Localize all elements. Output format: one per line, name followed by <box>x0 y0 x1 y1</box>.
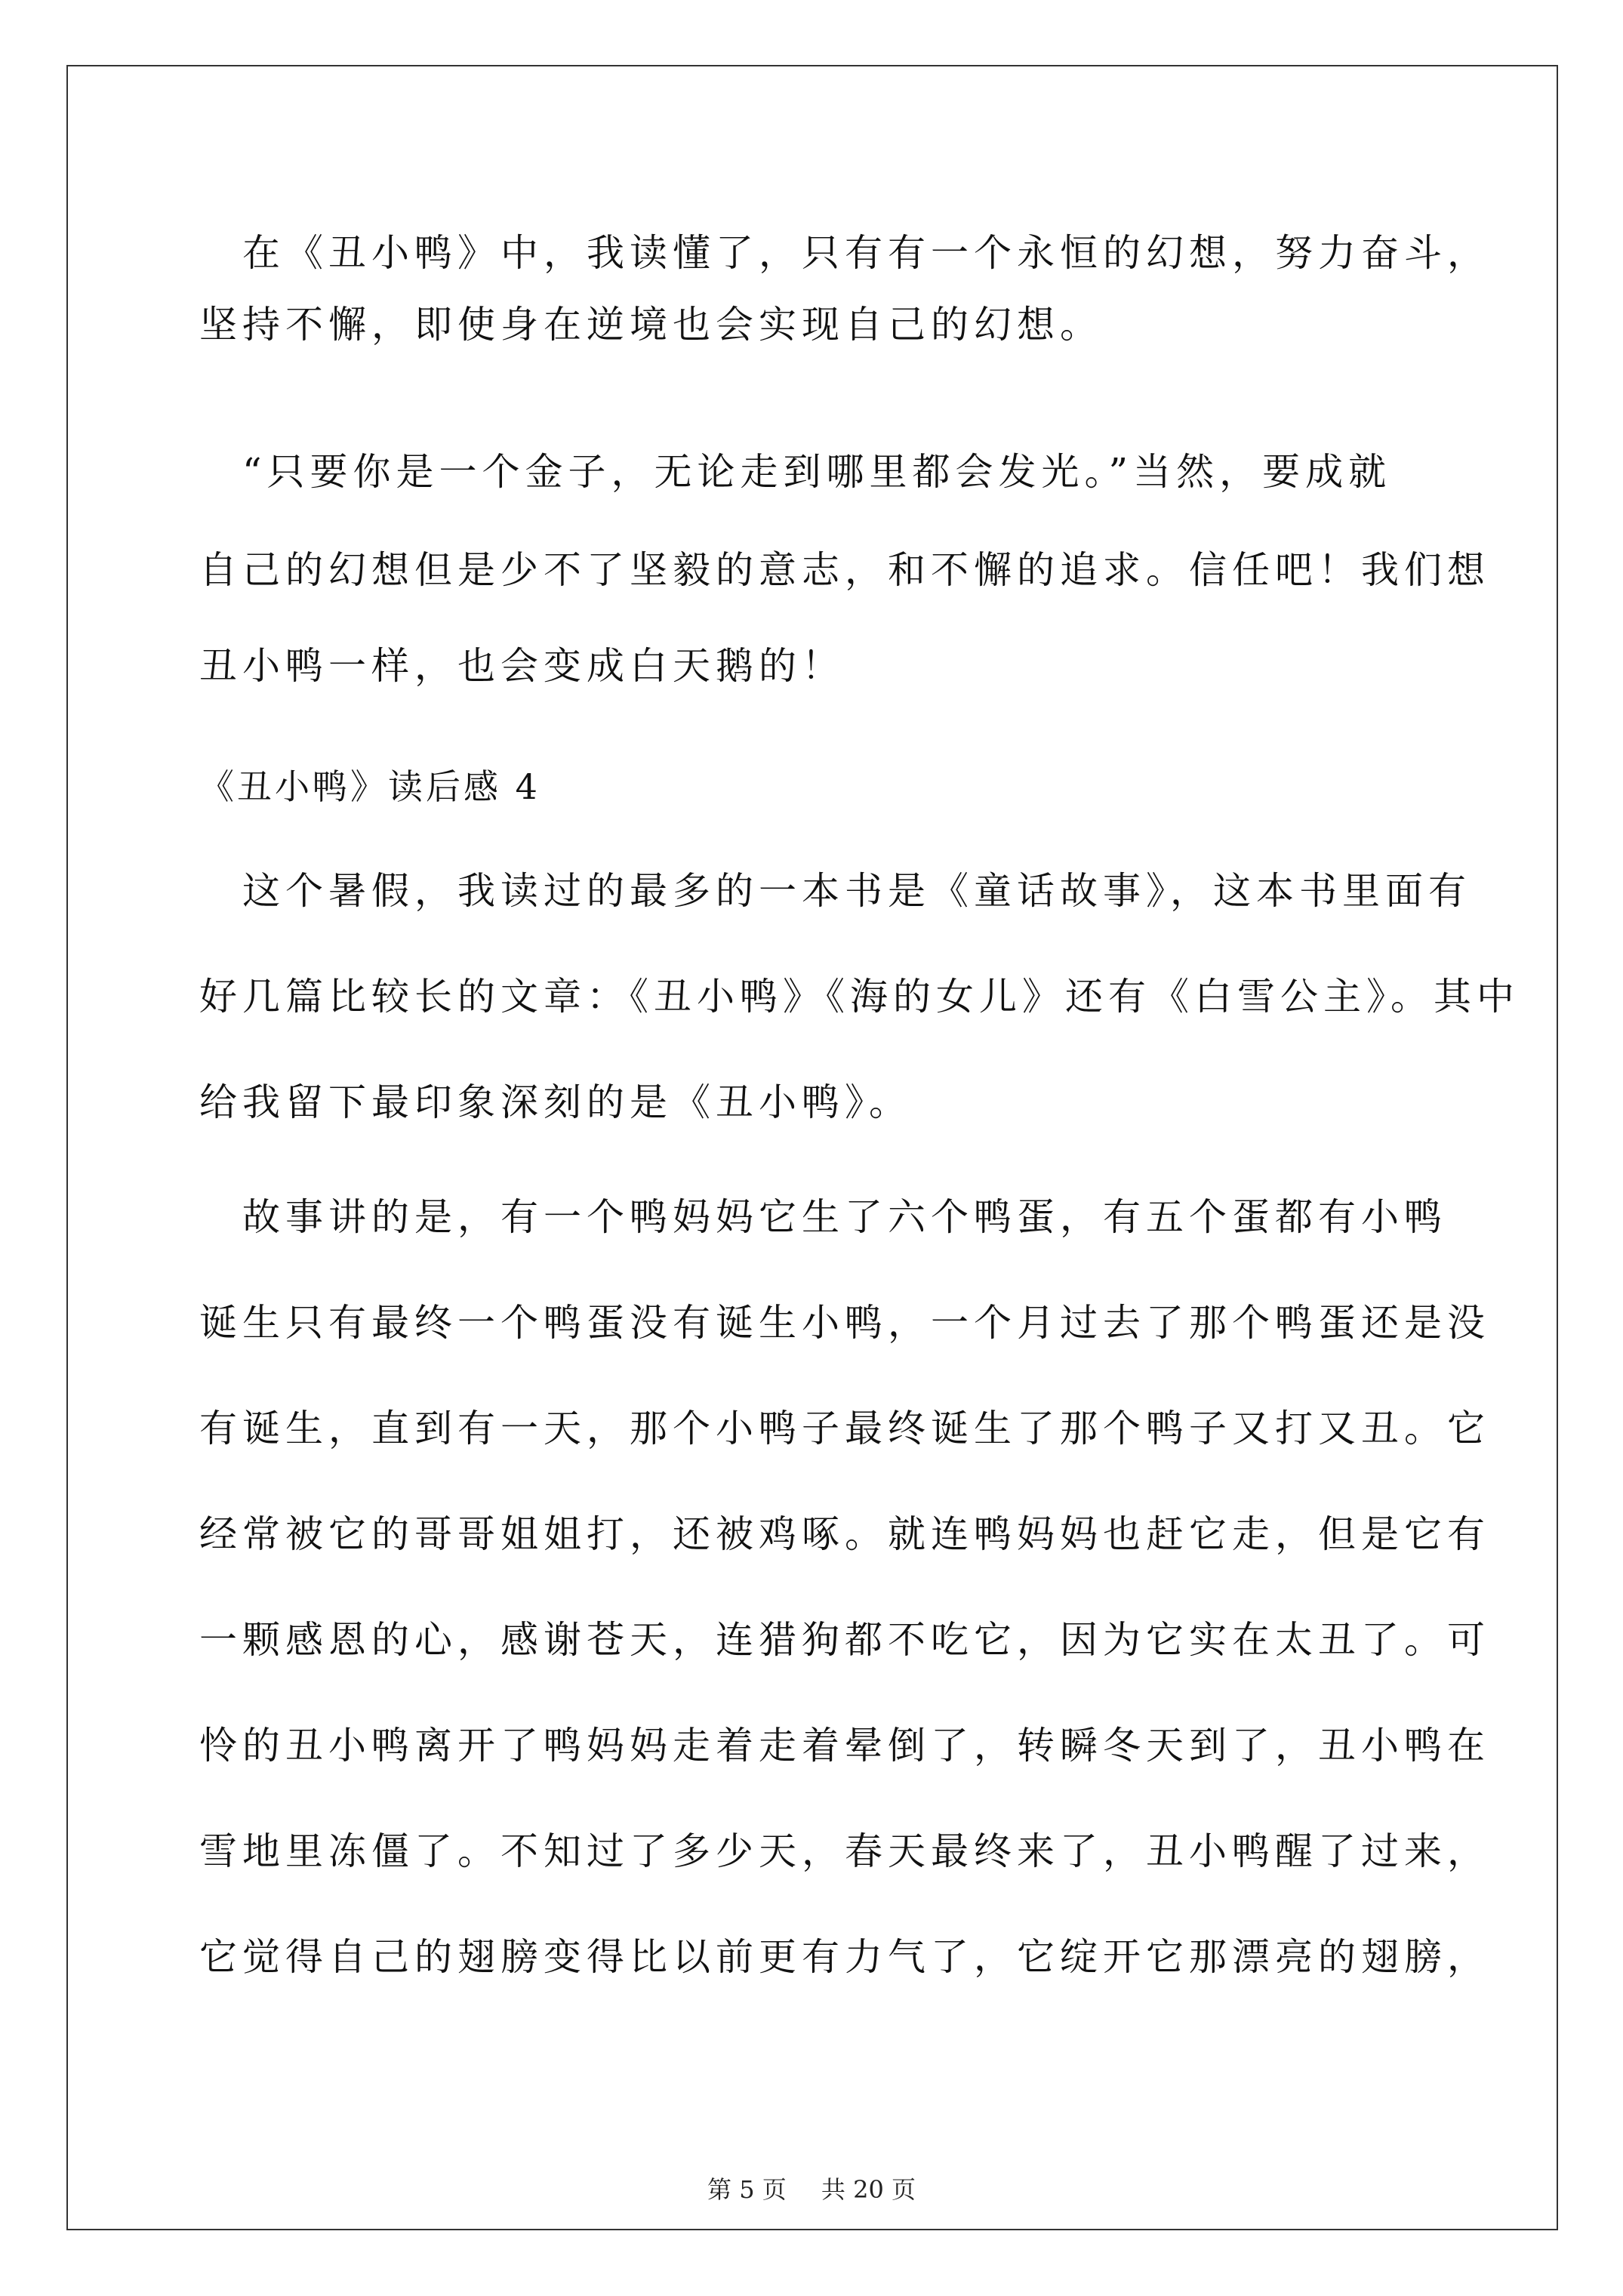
section-heading: 《丑小鸭》读后感 4 <box>199 766 540 807</box>
paragraph-4-line-1: 故事讲的是，有一个鸭妈妈它生了六个鸭蛋，有五个蛋都有小鸭 <box>199 1195 1447 1239</box>
paragraph-4-line-5: 一颗感恩的心，感谢苍天，连猎狗都不吃它，因为它实在太丑了。可 <box>199 1618 1490 1662</box>
paragraph-4-line-8: 它觉得自己的翅膀变得比以前更有力气了，它绽开它那漂亮的翅膀， <box>199 1935 1490 1979</box>
paragraph-4-line-3: 有诞生，直到有一天，那个小鸭子最终诞生了那个鸭子又打又丑。它 <box>199 1407 1490 1450</box>
page-number: 第 5 页 <box>707 2175 787 2204</box>
paragraph-4-line-2: 诞生只有最终一个鸭蛋没有诞生小鸭，一个月过去了那个鸭蛋还是没 <box>199 1301 1490 1345</box>
page-total: 共 20 页 <box>821 2175 916 2204</box>
paragraph-3-line-1: 这个暑假，我读过的最多的一本书是《童话故事》，这本书里面有 <box>199 869 1471 913</box>
page-border <box>66 65 1558 2230</box>
paragraph-4-line-7: 雪地里冻僵了。不知过了多少天，春天最终来了，丑小鸭醒了过来， <box>199 1829 1490 1873</box>
paragraph-2-line-1: “只要你是一个金子，无论走到哪里都会发光。”当然，要成就 <box>199 450 1392 494</box>
paragraph-3-line-2: 好几篇比较长的文章：《丑小鸭》《海的女儿》还有《白雪公主》。其中 <box>199 975 1520 1019</box>
paragraph-1-line-2: 坚持不懈，即使身在逆境也会实现自己的幻想。 <box>199 303 1103 347</box>
paragraph-2-line-2: 自己的幻想但是少不了坚毅的意志，和不懈的追求。信任吧！我们想 <box>199 548 1490 592</box>
paragraph-3-line-3: 给我留下最印象深刻的是《丑小鸭》。 <box>199 1080 912 1124</box>
paragraph-2-line-3: 丑小鸭一样，也会变成白天鹅的！ <box>199 644 845 688</box>
page-footer <box>0 2174 1623 2205</box>
paragraph-1-line-1: 在《丑小鸭》中，我读懂了，只有有一个永恒的幻想，努力奋斗， <box>199 231 1490 275</box>
paragraph-4-line-4: 经常被它的哥哥姐姐打，还被鸡啄。就连鸭妈妈也赶它走，但是它有 <box>199 1512 1490 1556</box>
paragraph-4-line-6: 怜的丑小鸭离开了鸭妈妈走着走着晕倒了，转瞬冬天到了，丑小鸭在 <box>199 1724 1490 1767</box>
